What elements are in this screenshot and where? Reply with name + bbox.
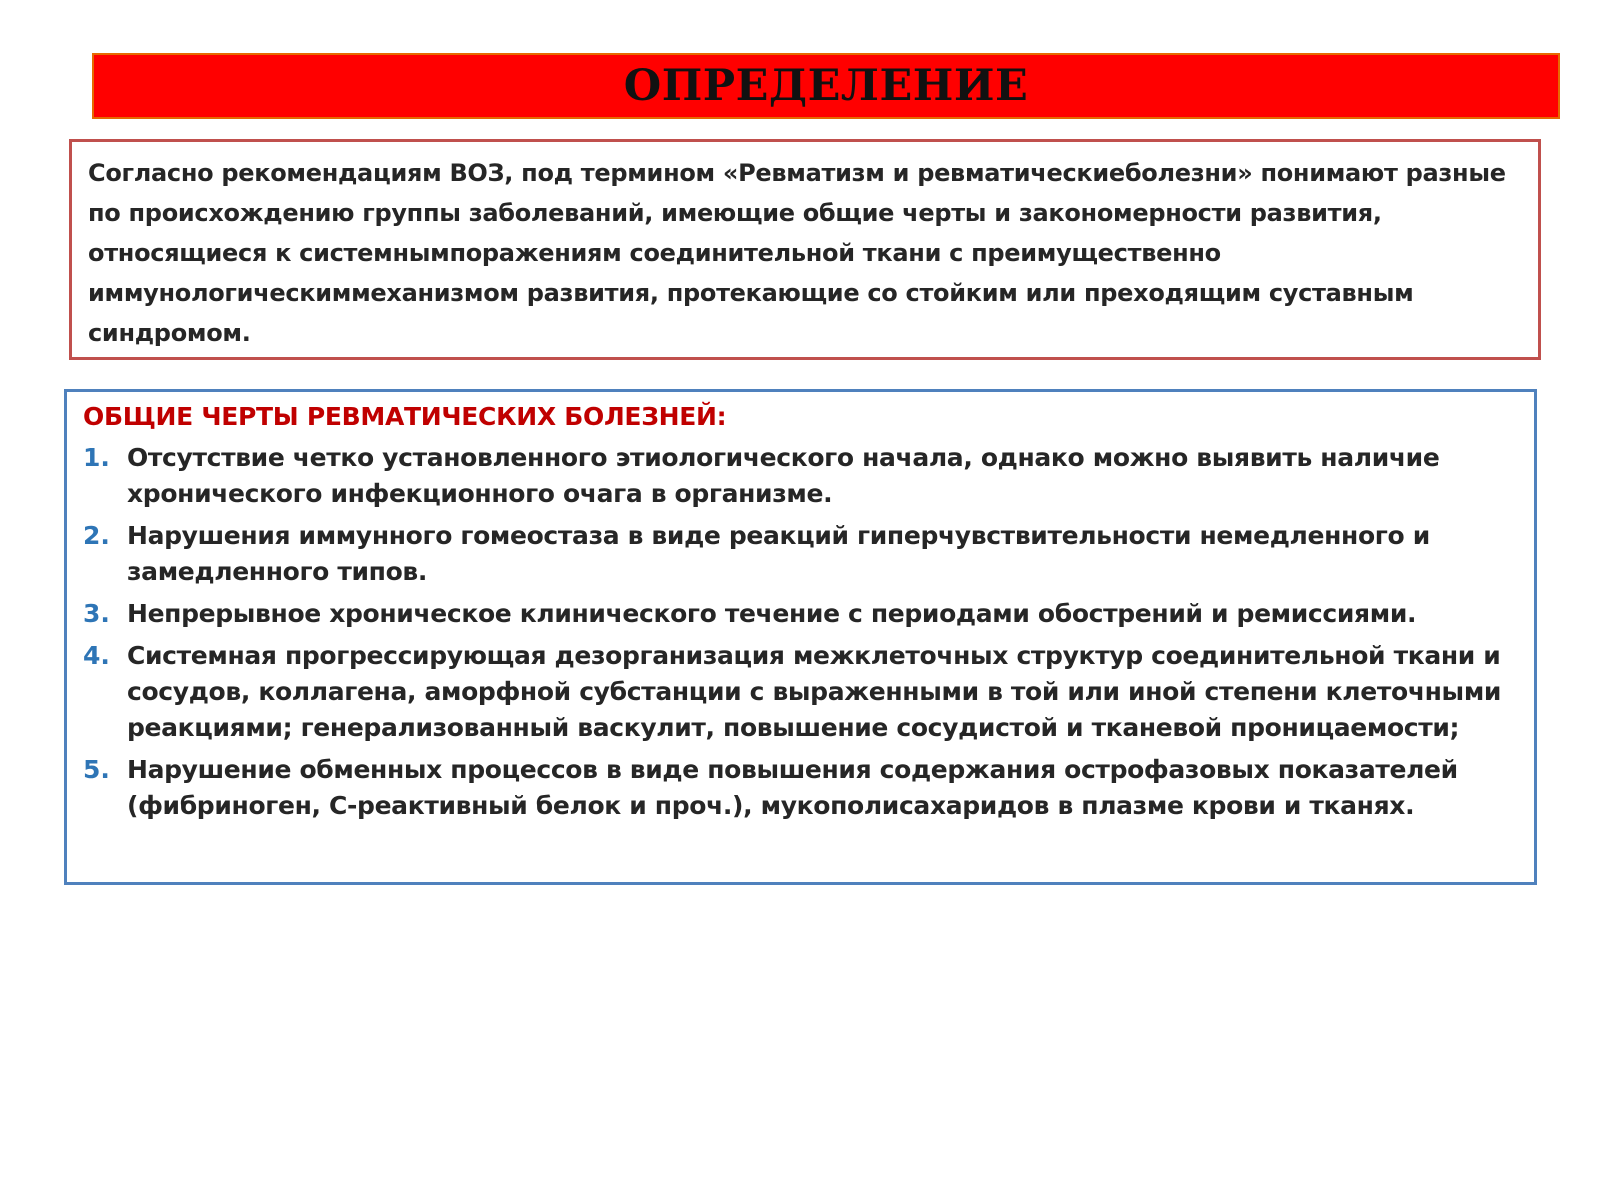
list-item-text: Непрерывное хроническое клинического течение с периодами обострений и ремиссиями. (127, 599, 1417, 628)
list-item-number: 3. (83, 599, 110, 628)
list-item-number: 4. (83, 641, 110, 670)
list-item (83, 596, 1524, 632)
features-list (83, 440, 1524, 824)
definition-box (69, 139, 1541, 360)
list-item (83, 752, 1524, 824)
list-item-text: Системная прогрессирующая дезорганизация межклеточных структур соединительной ткани и сосудов, коллагена, аморфной субстанции с выраженными в той или иной степени клеточными реакциями; генерализованный васкулит, повышение сосудистой и тканевой проницаемости; (127, 641, 1502, 742)
page-title: ОПРЕДЕЛЕНИЕ (623, 61, 1029, 111)
list-item-number: 5. (83, 755, 110, 784)
list-item (83, 518, 1524, 590)
list-item-text: Отсутствие четко установленного этиологического начала, однако можно выявить наличие хронического инфекционного очага в организме. (127, 443, 1440, 508)
features-box (64, 389, 1537, 885)
title-banner (92, 53, 1560, 119)
features-heading: ОБЩИЕ ЧЕРТЫ РЕВМАТИЧЕСКИХ БОЛЕЗНЕЙ: (83, 402, 727, 431)
definition-text: Согласно рекомендациям ВОЗ, под термином «Ревматизм и ревматическиеболезни» понимают разные по происхождению группы заболеваний, имеющие общие черты и закономерности развития, относящиеся к системнымпоражениям соединительной ткани с преимущественно иммунологическиммеханизмом развития, протекающие со стойким или преходящим суставным синдромом. (88, 159, 1506, 347)
list-item (83, 638, 1524, 746)
list-item-text: Нарушения иммунного гомеостаза в виде реакций гиперчувствительности немедленного и замедленного типов. (127, 521, 1430, 586)
list-item-number: 1. (83, 443, 110, 472)
list-item-text: Нарушение обменных процессов в виде повышения содержания острофазовых показателей (фибриноген, С-реактивный белок и проч.), мукополисахаридов в плазме крови и тканях. (127, 755, 1458, 820)
list-item-number: 2. (83, 521, 110, 550)
list-item (83, 440, 1524, 512)
